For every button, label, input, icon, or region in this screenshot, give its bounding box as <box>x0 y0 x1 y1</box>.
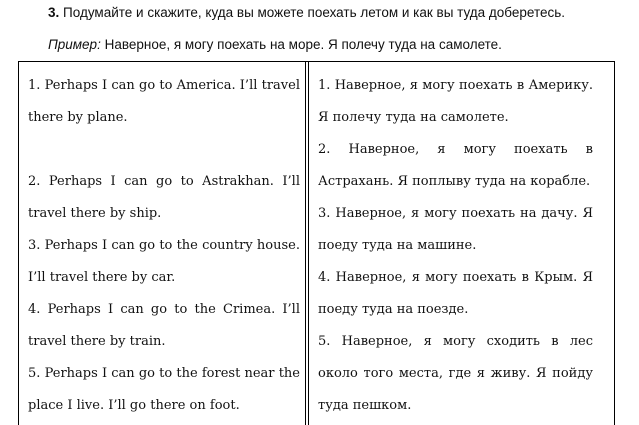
example-text: Наверное, я могу поехать на море. Я полечу туда на самолете. <box>104 37 502 52</box>
russian-item-3: 3. Наверное, я могу поехать на дачу. Я поеду туда на машине. <box>318 206 593 253</box>
english-item-5: 5. Perhaps I can go to the forest near the place I live. I’ll go there on foot. <box>28 366 300 413</box>
answer-table <box>18 61 615 425</box>
task-heading <box>48 4 633 22</box>
english-item-2: 2. Perhaps I can go to Astrakhan. I’ll travel there by ship. <box>28 174 300 221</box>
example-label: Пример: <box>48 37 101 52</box>
example-line <box>48 36 633 54</box>
column-divider <box>305 62 309 425</box>
russian-item-5: 5. Наверное, я могу сходить в лес около того места, где я живу. Я пойду туда пешком. <box>318 334 593 413</box>
english-item-4: 4. Perhaps I can go to the Crimea. I’ll travel there by train. <box>28 302 300 349</box>
task-number: 3. <box>48 5 60 20</box>
russian-item-2: 2. Наверное, я могу поехать в Астрахань. Я поплыву туда на корабле. <box>318 142 593 189</box>
english-item-1: 1. Perhaps I can go to America. I’ll travel there by plane. <box>28 78 300 125</box>
task-text: Подумайте и скажите, куда вы можете поехать летом и как вы туда доберетесь. <box>63 5 566 20</box>
russian-item-1: 1. Наверное, я могу поехать в Америку. Я полечу туда на самолете. <box>318 78 593 125</box>
russian-column <box>318 70 593 422</box>
english-item-3: 3. Perhaps I can go to the country house. I’ll travel there by car. <box>28 238 300 285</box>
russian-item-4: 4. Наверное, я могу поехать в Крым. Я поеду туда на поезде. <box>318 270 593 317</box>
english-column <box>28 70 300 422</box>
